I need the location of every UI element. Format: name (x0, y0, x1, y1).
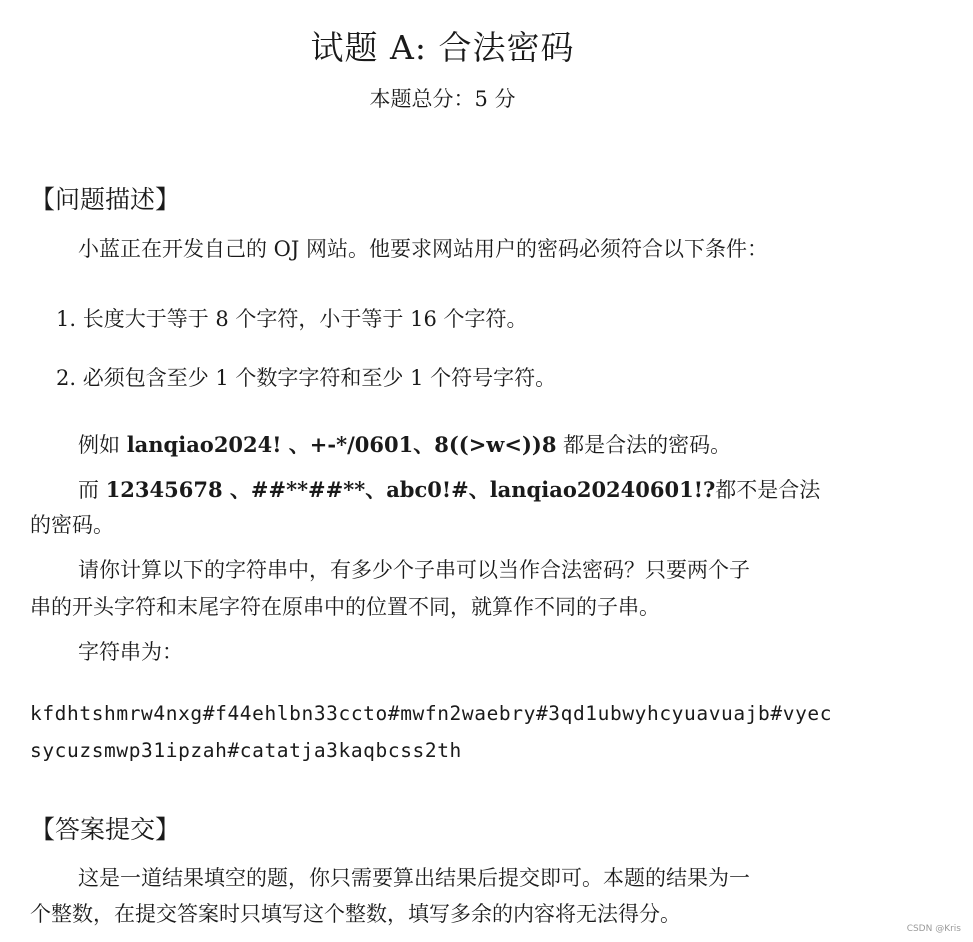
problem-title: 试题 A: 合法密码 (310, 28, 575, 67)
input-string-line-1: kfdhtshmrw4nxg#f44ehlbn33ccto#mwfn2waebry#3qd1ubwyhcyuavuajb#vyec (30, 702, 833, 725)
valid-example-rest: 、+-*/0601、8((>w<))8 (281, 432, 557, 457)
valid-examples-line (78, 429, 731, 459)
condition-item-2: 2. 必须包含至少 1 个数字字符和至少 1 个符号字符。 (56, 366, 557, 390)
condition-item-1: 1. 长度大于等于 8 个字符，小于等于 16 个字符。 (56, 307, 528, 331)
answer-submission-heading: 【答案提交】 (30, 815, 181, 844)
question-line-2: 串的开头字符和末尾字符在原串中的位置不同，就算作不同的子串。 (30, 595, 660, 619)
invalid-examples: 12345678 、##**##**、abc0!#、lanqiao20240601!? (105, 477, 716, 502)
invalid-suffix-continued: 的密码。 (30, 513, 114, 537)
valid-prefix: 例如 (78, 433, 127, 457)
submission-line-1: 这是一道结果填空的题，你只需要算出结果后提交即可。本题的结果为一 (78, 866, 750, 890)
valid-example-1: lanqiao2024! (126, 432, 282, 457)
problem-intro: 小蓝正在开发自己的 OJ 网站。他要求网站用户的密码必须符合以下条件： (78, 237, 768, 261)
invalid-suffix: 都不是合法 (715, 478, 821, 502)
invalid-prefix: 而 (78, 478, 106, 502)
total-score: 本题总分：5 分 (369, 87, 516, 111)
string-label: 字符串为： (78, 640, 183, 664)
question-line-1: 请你计算以下的字符串中，有多少个子串可以当作合法密码？只要两个子 (78, 558, 750, 582)
input-string-line-2: sycuzsmwp31ipzah#catatja3kaqbcss2th (30, 739, 462, 762)
watermark: CSDN @Kris (906, 924, 961, 934)
submission-line-2: 个整数，在提交答案时只填写这个整数，填写多余的内容将无法得分。 (30, 902, 681, 926)
valid-suffix: 都是合法的密码。 (556, 433, 732, 457)
invalid-examples-line (78, 474, 820, 504)
problem-description-heading: 【问题描述】 (30, 185, 181, 214)
